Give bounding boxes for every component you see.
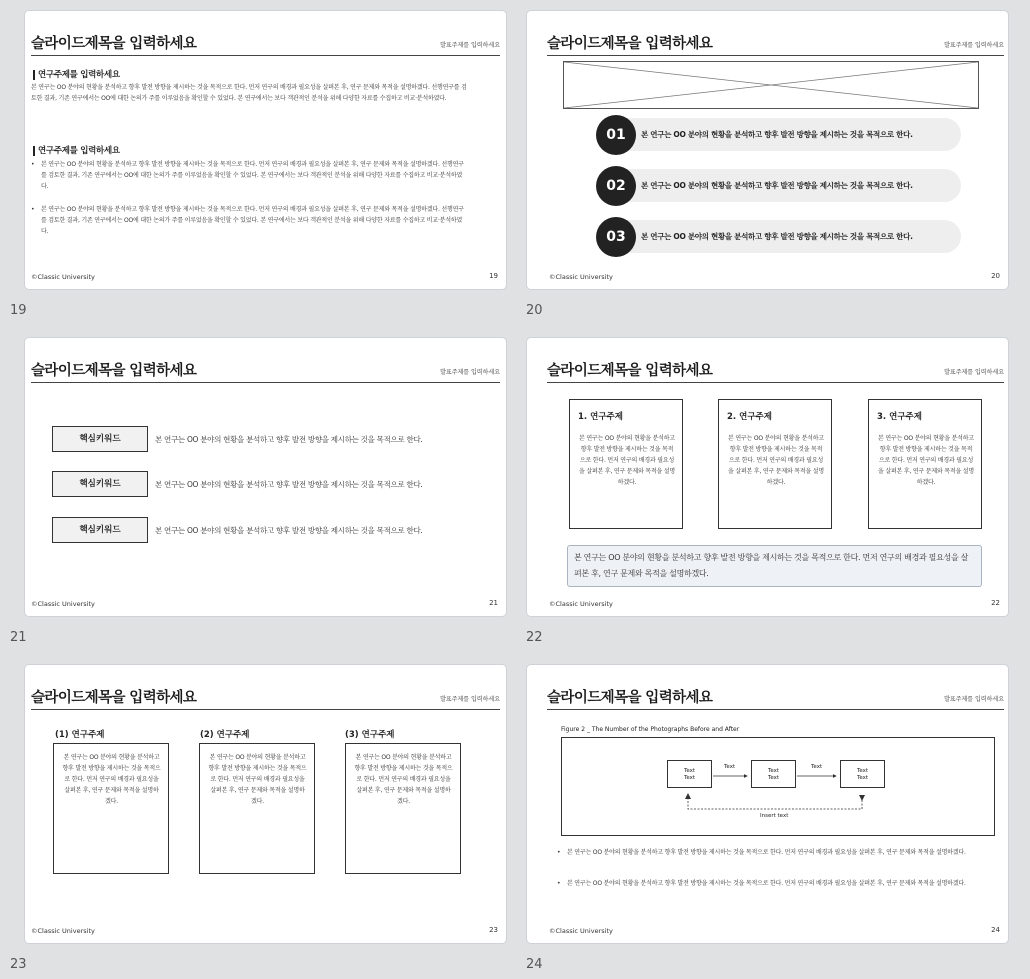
topic-column (53, 743, 169, 874)
title-divider (547, 55, 1004, 56)
column-title: 1. 연구주제 (578, 412, 623, 422)
figure-caption: Figure 2 _ The Number of the Photographs Before and After (561, 726, 740, 733)
section-heading: 연구주제를 입력하세요 (33, 146, 120, 156)
slide-footer: ©Classic University (549, 273, 613, 281)
slide-page-number: 23 (489, 926, 498, 934)
column-text: 본 연구는 OO 분야의 현황을 분석하고 향후 발전 방향을 제시하는 것을 목적으로 한다. 먼저 연구의 배경과 필요성을 살펴본 후, 연구 문제와 목적을 설명하겠다. (62, 754, 161, 805)
arrow-label: Text (724, 764, 736, 770)
slide-title: 슬라이드제목을 입력하세요 (547, 690, 713, 706)
slide-title: 슬라이드제목을 입력하세요 (547, 36, 713, 52)
body-paragraph: 본 연구는 OO 분야의 현황을 분석하고 향후 발전 방향을 제시하는 것을 목적으로 한다. 먼저 연구의 배경과 필요성을 살펴본 후, 연구 문제와 목적을 설명하겠다. 선행연구를 검토한 결과, 기존 연구에서는 OO에 대한 논의가 주를 이루었음을 확인할 수 있었다. 본 연구에서는 보다 객관적인 분석을 위해 다양한 자료를 수집하고 비교·분석하였다. (31, 84, 467, 102)
thumbnail-number: 19 (10, 303, 27, 318)
thumbnail-number: 23 (10, 957, 27, 972)
column-text: 본 연구는 OO 분야의 현황을 분석하고 향후 발전 방향을 제시하는 것을 목적으로 한다. 먼저 연구의 배경과 필요성을 살펴본 후, 연구 문제와 목적을 설명하겠다. (208, 754, 307, 805)
arrow-label: Text (811, 764, 823, 770)
slide-footer: ©Classic University (31, 273, 95, 281)
topic-column (718, 399, 832, 529)
item-number-badge: 02 (596, 166, 636, 206)
summary-box: 본 연구는 OO 분야의 현황을 분석하고 향후 발전 방향을 제시하는 것을 목적으로 한다. 먼저 연구의 배경과 필요성을 살펴본 후, 연구 문제와 목적을 설명하겠다. (567, 545, 982, 587)
title-divider (31, 55, 500, 56)
slide-title: 슬라이드제목을 입력하세요 (31, 36, 197, 52)
keyword-box: 핵심키워드 (52, 471, 148, 497)
dashed-loop-line (688, 796, 862, 809)
slide-subtitle: 발표주제를 입력하세요 (440, 369, 500, 376)
topic-column (199, 743, 315, 874)
slide-page-number: 19 (489, 272, 498, 280)
column-text: 본 연구는 OO 분야의 현황을 분석하고 향후 발전 방향을 제시하는 것을 목적으로 한다. 먼저 연구의 배경과 필요성을 살펴본 후, 연구 문제와 목적을 설명하겠다. (579, 435, 675, 486)
numbered-item (597, 220, 961, 253)
slide-footer: ©Classic University (31, 927, 95, 935)
title-divider (547, 382, 1004, 383)
keyword-description: 본 연구는 OO 분야의 현황을 분석하고 향후 발전 방향을 제시하는 것을 목적으로 한다. (155, 480, 423, 489)
slide-thumbnail-22[interactable] (526, 337, 1009, 617)
column-title: 2. 연구주제 (727, 412, 772, 422)
item-text: 본 연구는 OO 분야의 현황을 분석하고 향후 발전 방향을 제시하는 것을 목적으로 한다. (641, 181, 913, 190)
numbered-item (597, 118, 961, 151)
thumbnail-number: 22 (526, 630, 543, 645)
slide-subtitle: 발표주제를 입력하세요 (944, 369, 1004, 376)
keyword-description: 본 연구는 OO 분야의 현황을 분석하고 향후 발전 방향을 제시하는 것을 목적으로 한다. (155, 435, 423, 444)
bullet-item: • 본 연구는 OO 분야의 현황을 분석하고 향후 발전 방향을 제시하는 것을 목적으로 한다. 먼저 연구의 배경과 필요성을 살펴본 후, 연구 문제와 목적을 설명하겠다. 선행연구를 검토한 결과, 기존 연구에서는 OO에 대한 논의가 주를 이루었음을 확인할 수 있었다. 본 연구에서는 보다 객관적인 분석을 위해 다양한 자료를 수집하고 비교·분석하였다. (31, 204, 469, 237)
slide-footer: ©Classic University (31, 600, 95, 608)
slide-thumbnail-21[interactable] (24, 337, 507, 617)
slide-page-number: 21 (489, 599, 498, 607)
column-text: 본 연구는 OO 분야의 현황을 분석하고 향후 발전 방향을 제시하는 것을 목적으로 한다. 먼저 연구의 배경과 필요성을 살펴본 후, 연구 문제와 목적을 설명하겠다. (354, 754, 453, 805)
item-text: 본 연구는 OO 분야의 현황을 분석하고 향후 발전 방향을 제시하는 것을 목적으로 한다. (641, 232, 913, 241)
slide-title: 슬라이드제목을 입력하세요 (31, 690, 197, 706)
slide-footer: ©Classic University (549, 927, 613, 935)
title-divider (31, 382, 500, 383)
column-text: 본 연구는 OO 분야의 현황을 분석하고 향후 발전 방향을 제시하는 것을 목적으로 한다. 먼저 연구의 배경과 필요성을 살펴본 후, 연구 문제와 목적을 설명하겠다. (878, 435, 974, 486)
bullet-item: • 본 연구는 OO 분야의 현황을 분석하고 향후 발전 방향을 제시하는 것을 목적으로 한다. 먼저 연구의 배경과 필요성을 살펴본 후, 연구 문제와 목적을 설명하겠다. (557, 847, 997, 858)
thumbnail-number: 21 (10, 630, 27, 645)
slide-thumbnail-23[interactable] (24, 664, 507, 944)
flow-box: Text Text (751, 760, 796, 788)
slide-thumbnail-19[interactable] (24, 10, 507, 290)
down-arrow-icon (859, 795, 865, 801)
keyword-box: 핵심키워드 (52, 426, 148, 452)
slide-subtitle: 발표주제를 입력하세요 (440, 696, 500, 703)
up-arrow-icon (685, 793, 691, 799)
thumbnail-number: 20 (526, 303, 543, 318)
bullet-item: • 본 연구는 OO 분야의 현황을 분석하고 향후 발전 방향을 제시하는 것을 목적으로 한다. 먼저 연구의 배경과 필요성을 살펴본 후, 연구 문제와 목적을 설명하겠다. 선행연구를 검토한 결과, 기존 연구에서는 OO에 대한 논의가 주를 이루었음을 확인할 수 있었다. 본 연구에서는 보다 객관적인 분석을 위해 다양한 자료를 수집하고 비교·분석하였다. (31, 159, 469, 192)
slide-subtitle: 발표주제를 입력하세요 (944, 696, 1004, 703)
topic-column (569, 399, 683, 529)
item-number-badge: 03 (596, 217, 636, 257)
flow-box: Text Text (667, 760, 712, 788)
slide-subtitle: 발표주제를 입력하세요 (440, 42, 500, 49)
placeholder-cross-icon (564, 62, 978, 108)
slide-page-number: 22 (991, 599, 1000, 607)
slide-thumbnail-24[interactable] (526, 664, 1009, 944)
slide-subtitle: 발표주제를 입력하세요 (944, 42, 1004, 49)
flow-arrows (562, 738, 994, 835)
loop-label: Insert text (760, 813, 789, 819)
topic-column (345, 743, 461, 874)
item-number-badge: 01 (596, 115, 636, 155)
slide-page-number: 20 (991, 272, 1000, 280)
numbered-item (597, 169, 961, 202)
column-title: 3. 연구주제 (877, 412, 922, 422)
slide-title: 슬라이드제목을 입력하세요 (547, 363, 713, 379)
title-divider (547, 709, 1004, 710)
thumbnail-number: 24 (526, 957, 543, 972)
slide-thumbnail-20[interactable] (526, 10, 1009, 290)
bullet-item: • 본 연구는 OO 분야의 현황을 분석하고 향후 발전 방향을 제시하는 것을 목적으로 한다. 먼저 연구의 배경과 필요성을 살펴본 후, 연구 문제와 목적을 설명하겠다. (557, 878, 997, 889)
column-title: (3) 연구주제 (345, 730, 395, 740)
slide-title: 슬라이드제목을 입력하세요 (31, 363, 197, 379)
keyword-description: 본 연구는 OO 분야의 현황을 분석하고 향후 발전 방향을 제시하는 것을 목적으로 한다. (155, 526, 423, 535)
flow-diagram (561, 737, 995, 836)
column-title: (2) 연구주제 (200, 730, 250, 740)
section-heading: 연구주제를 입력하세요 (33, 70, 120, 80)
slide-footer: ©Classic University (549, 600, 613, 608)
image-placeholder (563, 61, 979, 109)
topic-column (868, 399, 982, 529)
column-title: (1) 연구주제 (55, 730, 105, 740)
keyword-box: 핵심키워드 (52, 517, 148, 543)
column-text: 본 연구는 OO 분야의 현황을 분석하고 향후 발전 방향을 제시하는 것을 목적으로 한다. 먼저 연구의 배경과 필요성을 살펴본 후, 연구 문제와 목적을 설명하겠다. (728, 435, 824, 486)
item-text: 본 연구는 OO 분야의 현황을 분석하고 향후 발전 방향을 제시하는 것을 목적으로 한다. (641, 130, 913, 139)
title-divider (31, 709, 500, 710)
slide-page-number: 24 (991, 926, 1000, 934)
flow-box: Text Text (840, 760, 885, 788)
